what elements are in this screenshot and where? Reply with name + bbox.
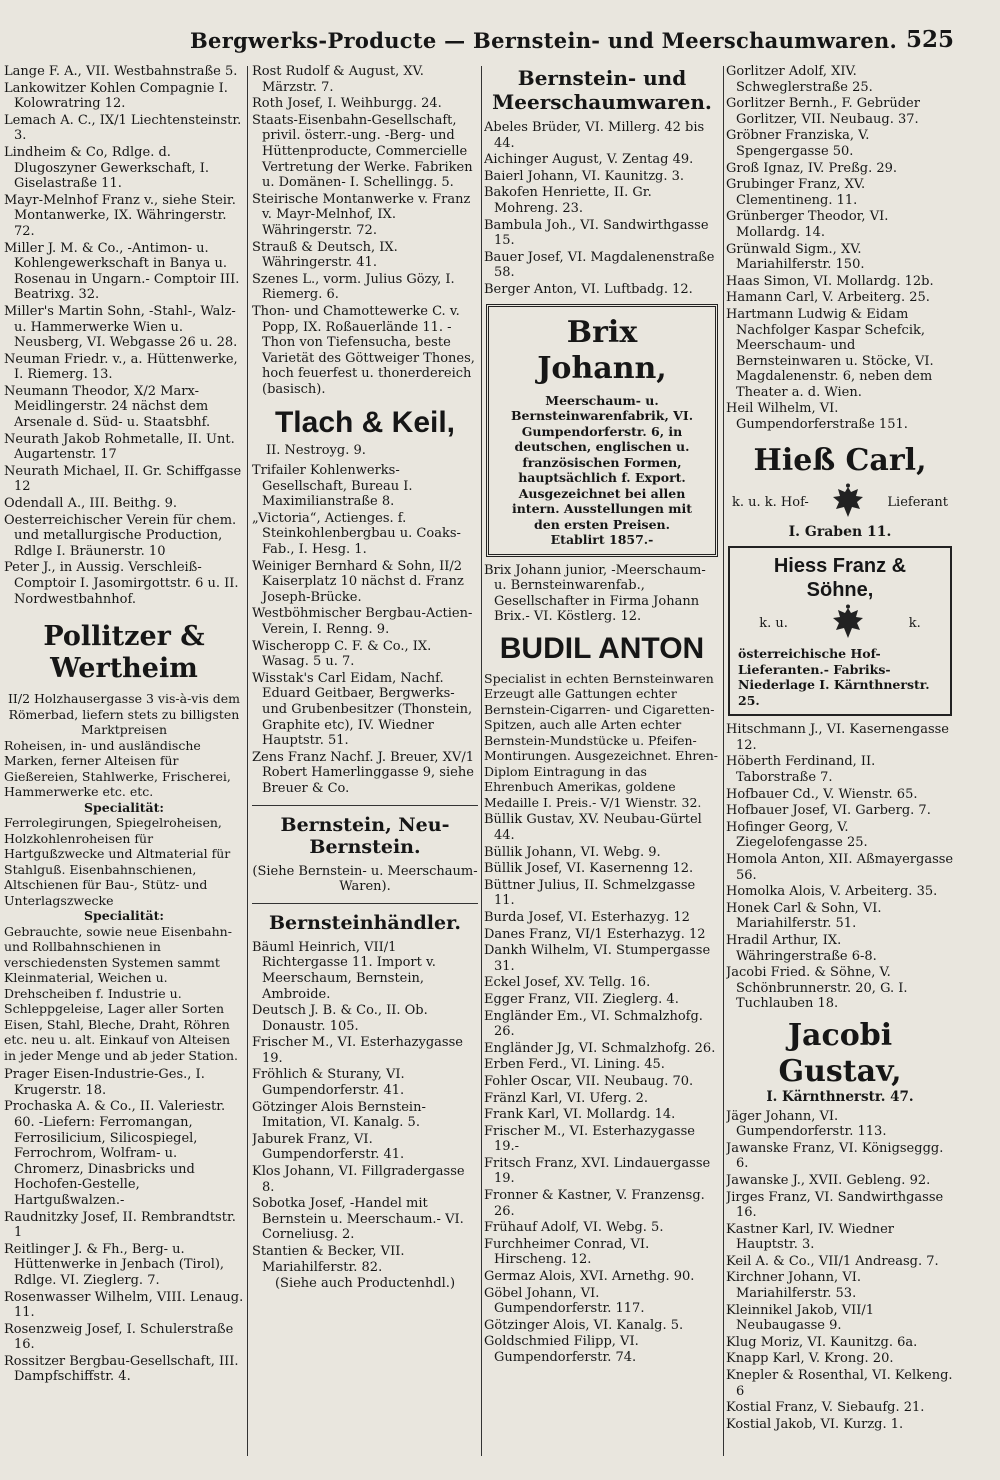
list-item: Neumann Theodor, X/2 Marx-Meidlingerstr. 24 nächst dem Arsenale d. Süd- u. Staatsbhf. xyxy=(4,383,211,431)
list-item: Sobotka Josef, -Handel mit Bernstein u. Meerschaum.- VI. Corneliusg. 2. xyxy=(252,1196,464,1243)
list-item: Roth Josef, I. Weihburgg. 24. xyxy=(252,96,442,112)
cross-reference: (Siehe auch Productenhdl.) xyxy=(274,1276,456,1292)
page-header xyxy=(0,22,1000,62)
list-item: Zens Franz Nachf. J. Breuer, XV/1 Robert Hamerlinggasse 9, siehe Breuer & Co. xyxy=(252,749,474,796)
list-item: Jawanske Franz, VI. Königseggg. 6. xyxy=(726,1140,944,1172)
list-item: Grünberger Theodor, VI. Mollardg. 14. xyxy=(726,209,889,240)
double-eagle-icon xyxy=(830,483,866,523)
entries-list xyxy=(726,1109,954,1433)
list-item: Homolka Alois, V. Arbeiterg. 35. xyxy=(726,884,938,900)
list-item: Steirische Montanwerke v. Franz v. Mayr-Melnhof, IX. Währingerstr. 72. xyxy=(252,191,471,238)
list-item: Lindheim & Co, Rdlge. d. Dlugoszyner Gewerkschaft, I. Giselastraße 11. xyxy=(4,144,210,192)
advertiser-name: Jacobi Gustav, xyxy=(778,1017,902,1089)
entries-list xyxy=(484,120,720,298)
list-item: Büllik Johann, VI. Webg. 9. xyxy=(484,844,661,860)
list-item: Klug Moriz, VI. Kaunitzg. 6a. xyxy=(726,1334,918,1350)
list-item: Keil A. & Co., VII/1 Andreasg. 7. xyxy=(726,1253,939,1269)
list-item: Brix Johann junior, -Meerschaum- u. Bernsteinwarenfab., Gesellschafter in Firma Johann Brix.- VI. Köstlerg. 12. xyxy=(484,562,706,625)
list-item: Neurath Jakob Rohmetalle, II. Unt. Augartenstr. 17 xyxy=(4,431,235,463)
list-item: Weiniger Bernhard & Sohn, II/2 Kaiserplatz 10 nächst d. Franz Joseph-Brücke. xyxy=(252,558,464,605)
list-item: Kostial Franz, V. Siebaufg. 21. xyxy=(726,1400,925,1416)
list-item: Knapp Karl, V. Krong. 20. xyxy=(726,1351,894,1367)
list-item: Jacobi Fried. & Söhne, V. Schönbrunnerstr. 20, G. I. Tuchlauben 18. xyxy=(726,965,908,1012)
list-item: Göbel Johann, VI. Gumpendorferstr. 117. xyxy=(484,1285,645,1317)
ad-line: Meerschaum- u. Bernsteinwarenfabrik, VI. Gumpendorferstr. 6, in deutschen, englischen u. französischen Formen, hauptsächlich f. Export. Ausgezeichnet bei allen intern. Ausstellungen mit den ersten Preisen. xyxy=(510,392,694,532)
list-item: Jaburek Franz, VI. Gumpendorferstr. 41. xyxy=(252,1131,405,1163)
column-4 xyxy=(726,64,954,1458)
list-item: Frühauf Adolf, VI. Webg. 5. xyxy=(484,1220,664,1236)
list-item: Heil Wilhelm, VI. Gumpendorferstraße 151. xyxy=(726,401,908,433)
list-item: Rost Rudolf & August, XV. Märzstr. 7. xyxy=(252,64,424,95)
entries-list xyxy=(484,812,720,1365)
ad-line: I. Kärnthnerstr. 47. xyxy=(766,1088,914,1105)
list-item: Grünwald Sigm., XV. Mariahilferstr. 150. xyxy=(726,241,865,273)
list-item: Kostial Jakob, VI. Kurzg. 1. xyxy=(726,1416,904,1432)
list-item: Rosenzweig Josef, I. Schulerstraße 16. xyxy=(4,1321,234,1353)
advertisement xyxy=(4,691,244,1063)
entries-list xyxy=(726,722,954,1012)
list-item: Lange F. A., VII. Westbahnstraße 5. xyxy=(4,64,238,79)
list-item: Kirchner Johann, VI. Mariahilferstr. 53. xyxy=(726,1270,861,1302)
list-item: Miller's Martin Sohn, -Stahl-, Walz- u. Hammerwerke Wien u. Neusberg, VI. Webgasse 26 u. 28. xyxy=(4,303,238,351)
list-item: Abeles Brüder, VI. Millerg. 42 bis 44. xyxy=(484,120,705,151)
list-item: Furchheimer Conrad, VI. Hirscheng. 12. xyxy=(484,1236,650,1268)
list-item: Hofinger Georg, V. Ziegelofengasse 25. xyxy=(726,819,868,851)
list-item: Fränzl Karl, VI. Uferg. 2. xyxy=(484,1090,649,1106)
page-number: 525 xyxy=(905,26,954,53)
list-item: Hitschmann J., VI. Kasernengasse 12. xyxy=(726,722,949,753)
column-rule xyxy=(247,66,248,1456)
list-item: Aichinger August, V. Zentag 49. xyxy=(484,152,694,168)
ad-emblem-row xyxy=(738,604,942,644)
list-item: Szenes L., vorm. Julius Gözy, I. Riemerg. 6. xyxy=(252,271,455,303)
list-item: Oesterreichischer Verein für chem. und metallurgische Production, Rdlge I. Bräunerstr. 10 xyxy=(4,512,237,559)
list-item: Thon- und Chamottewerke C. v. Popp, IX. Roßauerlände 11. -Thon von Tiefensucha, beste Varietät des Göttweiger Thones, hoch feuerfest u. thonerdereich (basisch). xyxy=(252,303,475,397)
list-item: Wischeropp C. F. & Co., IX. Wasag. 5 u. 7. xyxy=(252,638,432,670)
ad-line: Roheisen, in- und ausländische Marken, ferner Alteisen für Gießereien, Stahlwerke, Frischerei, Hammerwerke etc. etc. xyxy=(4,737,231,800)
list-item: Neurath Michael, II. Gr. Schiffgasse 12 xyxy=(4,463,242,495)
list-item: Bambula Joh., VI. Sandwirthgasse 15. xyxy=(484,217,709,249)
list-item: Homola Anton, XII. Aßmayergasse 56. xyxy=(726,852,954,883)
advertiser-name: BUDIL ANTON xyxy=(499,631,705,665)
list-item: Hradil Arthur, IX. Währingerstraße 6-8. xyxy=(726,932,877,964)
ad-line: k. u. xyxy=(759,616,788,632)
list-item: Hofbauer Josef, VI. Garberg. 7. xyxy=(726,803,931,819)
list-item: Fritsch Franz, XVI. Lindauergasse 19. xyxy=(484,1155,711,1187)
divider xyxy=(252,903,478,904)
list-item: Danes Franz, VI/1 Esterhazyg. 12 xyxy=(484,926,706,942)
list-item: Berger Anton, VI. Luftbadg. 12. xyxy=(484,281,693,297)
list-item: Bakofen Henriette, II. Gr. Mohreng. 23. xyxy=(484,185,652,216)
list-item: Prager Eisen-Industrie-Ges., I. Krugerstr. 18. xyxy=(4,1067,205,1098)
list-item: Gorlitzer Adolf, XIV. Schweglerstraße 25. xyxy=(726,64,873,95)
list-item: Trifailer Kohlenwerks-Gesellschaft, Bureau I. Maximilianstraße 8. xyxy=(252,463,413,510)
list-item: Raudnitzky Josef, II. Rembrandtstr. 1 xyxy=(4,1209,236,1241)
column-rule xyxy=(481,66,482,1456)
list-item: Büllik Josef, VI. Kasernenng 12. xyxy=(484,861,694,877)
list-item: „Victoria“, Actienges. f. Steinkohlenbergbau u. Coaks-Fab., I. Hesg. 1. xyxy=(252,510,461,558)
list-item: Gröbner Franziska, V. Spengergasse 50. xyxy=(726,128,870,159)
advertiser-name: Hiess Franz & Söhne, xyxy=(773,555,907,602)
list-item: Dankh Wilhelm, VI. Stumpergasse 31. xyxy=(484,943,711,974)
entries-list xyxy=(484,563,720,625)
column-rule xyxy=(723,66,724,1456)
list-item: Frank Karl, VI. Mollardg. 14. xyxy=(484,1107,676,1123)
section-note: (Siehe Bernstein- u. Meerschaum-Waren). xyxy=(252,863,478,895)
list-item: Peter J., in Aussig. Verschleiß-Comptoir I. Jasomirgottstr. 6 u. II. Nordwestbahnhof. xyxy=(4,560,239,607)
advertiser-name: Hieß Carl, xyxy=(753,442,927,478)
entries-list xyxy=(4,64,244,607)
ad-line: Specialist in echten Bernsteinwaren Erzeugt alle Gattungen echter Bernstein-Cigarren- und Cigaretten-Spitzen, auch alle Arten echter Bernstein-Mundstücke u. Pfeifen-Montirungen. Ausgezeichnet. Ehren-Diplom Eintragung in das Ehrenbuch Amerikas, goldene Medaille I. Preis.- V/1 Wienstr. 32. xyxy=(484,670,719,810)
list-item: Goldschmied Filipp, VI. Gumpendorferstr. 74. xyxy=(484,1334,639,1365)
list-item: Klos Johann, VI. Fillgradergasse 8. xyxy=(252,1164,465,1195)
list-item: Bauer Josef, VI. Magdalenenstraße 58. xyxy=(484,249,715,281)
list-item: Fröhlich & Sturany, VI. Gumpendorferstr. 41. xyxy=(252,1067,405,1099)
entries-list xyxy=(252,463,478,796)
list-item: Bäuml Heinrich, VII/1 Richtergasse 11. Import v. Meerschaum, Bernstein, Ambroide. xyxy=(252,939,436,1002)
advertisement xyxy=(726,483,954,523)
ad-line: I. Graben 11. xyxy=(788,523,892,540)
column-1 xyxy=(4,64,244,1458)
column-3 xyxy=(484,64,720,1458)
ad-line: österreichische Hof-Lieferanten.- Fabriks-Niederlage I. Kärnthnerstr. 25. xyxy=(738,646,930,708)
list-item: Kastner Karl, IV. Wiedner Hauptstr. 3. xyxy=(726,1221,894,1253)
list-item: Frischer M., VI. Esterhazygasse 19.- xyxy=(484,1123,695,1155)
list-item: Wisstak's Carl Eidam, Nachf. Eduard Geitbaer, Bergwerks- und Grubenbesitzer (Thonstein, Graphite etc), IV. Wiedner Hauptstr. 51. xyxy=(252,670,473,749)
list-item: Prochaska A. & Co., II. Valeriestr. 60. -Liefern: Ferromangan, Ferrosilicium, Silicospiegel, Ferrochrom, Wolfram- u. Chromerz, Dinasbricks und Hochofen-Gestelle, Hartgußwalzen.- xyxy=(4,1099,226,1208)
ad-line: Lieferant xyxy=(887,494,948,510)
list-item: Eckel Josef, XV. Tellg. 16. xyxy=(484,975,651,991)
list-item: Westböhmischer Bergbau-Actien-Verein, I. Renng. 9. xyxy=(252,606,473,637)
advertiser-name: Tlach & Keil, xyxy=(274,406,456,440)
ad-line: Specialität: xyxy=(84,908,164,924)
list-item: Burda Josef, VI. Esterhazyg. 12 xyxy=(484,909,690,925)
list-item: Frischer M., VI. Esterhazygasse 19. xyxy=(252,1035,463,1066)
page-title: Bergwerks-Producte — Bernstein- und Meerschaumwaren. xyxy=(190,28,898,53)
list-item: Deutsch J. B. & Co., II. Ob. Donaustr. 105. xyxy=(252,1003,428,1034)
list-item: Lankowitzer Kohlen Compagnie I. Kolowratring 12. xyxy=(4,80,228,112)
divider xyxy=(252,805,478,806)
advertisement xyxy=(728,546,952,716)
section-heading: Bernsteinhändler. xyxy=(269,911,461,934)
list-item: Mayr-Melnhof Franz v., siehe Steir. Montanwerke, IX. Währingerstr. 72. xyxy=(4,192,236,239)
list-item: Fronner & Kastner, V. Franzensg. 26. xyxy=(484,1188,705,1219)
list-item: Egger Franz, VII. Zieglerg. 4. xyxy=(484,991,679,1007)
list-item: Reitlinger J. & Fh., Berg- u. Hüttenwerke in Jenbach (Tirol), Rdlge. VI. Zieglerg. 7. xyxy=(4,1241,225,1288)
section-heading: Bernstein- und Meerschaumwaren. xyxy=(492,66,712,114)
list-item: Strauß & Deutsch, IX. Währingerstr. 41. xyxy=(252,239,398,271)
ad-line: Specialität: xyxy=(84,799,164,815)
ad-line: II/2 Holzhausergasse 3 vis-à-vis dem Römerbad, liefern stets zu billigsten Marktpreisen xyxy=(7,691,241,738)
list-item: Kleinnikel Jakob, VII/1 Neubaugasse 9. xyxy=(726,1302,875,1334)
ad-line: k. u. k. Hof- xyxy=(732,494,809,510)
list-item: Staats-Eisenbahn-Gesellschaft, privil. österr.-ung. -Berg- und Hüttenproducte, Commercielle Vertretung der Werke. Fabriken u. Domänen- I. Schellingg. 5. xyxy=(252,112,473,191)
list-item: Baierl Johann, VI. Kaunitzg. 3. xyxy=(484,168,685,184)
list-item: Götzinger Alois Bernstein-Imitation, VI. Kanalg. 5. xyxy=(252,1099,426,1131)
ad-line: II. Nestroyg. 9. xyxy=(266,443,366,459)
list-item: Hartmann Ludwig & Eidam Nachfolger Kaspar Schefcik, Meerschaum- und Bernsteinwaren u. Stöcke, VI. Magdalenenstr. 6, neben dem Theater a. d. Wien. xyxy=(726,306,934,400)
list-item: Rossitzer Bergbau-Gesellschaft, III. Dampfschiffstr. 4. xyxy=(4,1353,239,1385)
list-item: Groß Ignaz, IV. Preßg. 29. xyxy=(726,160,898,176)
double-eagle-icon xyxy=(830,604,866,644)
section-heading: Bernstein, Neu-Bernstein. xyxy=(280,813,450,858)
advertisement xyxy=(486,304,718,557)
list-item: Knepler & Rosenthal, VI. Kelkeng. 6 xyxy=(726,1368,953,1399)
entries-list xyxy=(252,940,478,1292)
list-item: Odendall A., III. Beithg. 9. xyxy=(4,496,178,512)
list-item: Germaz Alois, XVI. Arnethg. 90. xyxy=(484,1269,695,1285)
advertiser-name: Pollitzer & Wertheim xyxy=(43,621,205,685)
entries-list xyxy=(4,1067,244,1385)
advertiser-name: Brix Johann, xyxy=(537,314,667,386)
list-item: Honek Carl & Sohn, VI. Mariahilferstr. 51. xyxy=(726,900,882,932)
list-item: Engländer Jg, VI. Schmalzhofg. 26. xyxy=(484,1040,716,1056)
list-item: Höberth Ferdinand, II. Taborstraße 7. xyxy=(726,754,876,786)
list-item: Grubinger Franz, XV. Clementineng. 11. xyxy=(726,177,866,208)
ad-line: Etablirt 1857.- xyxy=(550,532,654,548)
ad-line: k. xyxy=(908,616,921,632)
list-item: Jirges Franz, VI. Sandwirthgasse 16. xyxy=(726,1189,944,1221)
list-item: Haas Simon, VI. Mollardg. 12b. xyxy=(726,273,934,289)
list-item: Erben Ferd., VI. Lining. 45. xyxy=(484,1057,665,1073)
list-item: Engländer Em., VI. Schmalzhofg. 26. xyxy=(484,1008,703,1040)
entries-list xyxy=(726,64,954,433)
list-item: Fohler Oscar, VII. Neubaug. 70. xyxy=(484,1073,694,1089)
list-item: Gorlitzer Bernh., F. Gebrüder Gorlitzer, VII. Neubaug. 37. xyxy=(726,96,920,127)
ad-line: Gebrauchte, sowie neue Eisenbahn- und Rollbahnschienen in verschiedensten Systemen sammt Kleinmaterial, Weichen u. Drehscheiben f. Industrie u. Schleppgeleise, Lager aller Sorten Eisen, Stahl, Bleche, Draht, Röhren etc. neu u. alt. Einkauf von Alteisen in jeder Menge und ab jeder Station. xyxy=(4,923,238,1063)
entries-list xyxy=(252,64,478,397)
list-item: Stantien & Becker, VII. Mariahilferstr. 82. xyxy=(252,1244,405,1275)
list-item: Büllik Gustav, XV. Neubau-Gürtel 44. xyxy=(484,812,702,843)
list-item: Büttner Julius, II. Schmelzgasse 11. xyxy=(484,877,696,909)
list-item: Miller J. M. & Co., -Antimon- u. Kohlengewerkschaft in Banya u. Rosenau in Ungarn.- Comptoir III. Beatrixg. 32. xyxy=(4,240,240,303)
list-item: Jawanske J., XVII. Gebleng. 92. xyxy=(726,1172,931,1188)
list-item: Rosenwasser Wilhelm, VIII. Lenaug. 11. xyxy=(4,1289,244,1321)
ad-line: Ferrolegirungen, Spiegelroheisen, Holzkohlenroheisen für Hartgußzwecke und Altmaterial für Stahlguß. Eisenbahnschienen, Altschienen für Bau-, Stütz- und Unterlagszwecke xyxy=(4,815,231,908)
list-item: Hofbauer Cd., V. Wienstr. 65. xyxy=(726,786,918,802)
list-item: Neuman Friedr. v., a. Hüttenwerke, I. Riemerg. 13. xyxy=(4,351,238,383)
list-item: Hamann Carl, V. Arbeiterg. 25. xyxy=(726,290,930,306)
column-2 xyxy=(252,64,478,1458)
list-item: Lemach A. C., IX/1 Liechtensteinstr. 3. xyxy=(4,112,242,144)
list-item: Götzinger Alois, VI. Kanalg. 5. xyxy=(484,1317,684,1333)
list-item: Jäger Johann, VI. Gumpendorferstr. 113. xyxy=(726,1108,887,1140)
